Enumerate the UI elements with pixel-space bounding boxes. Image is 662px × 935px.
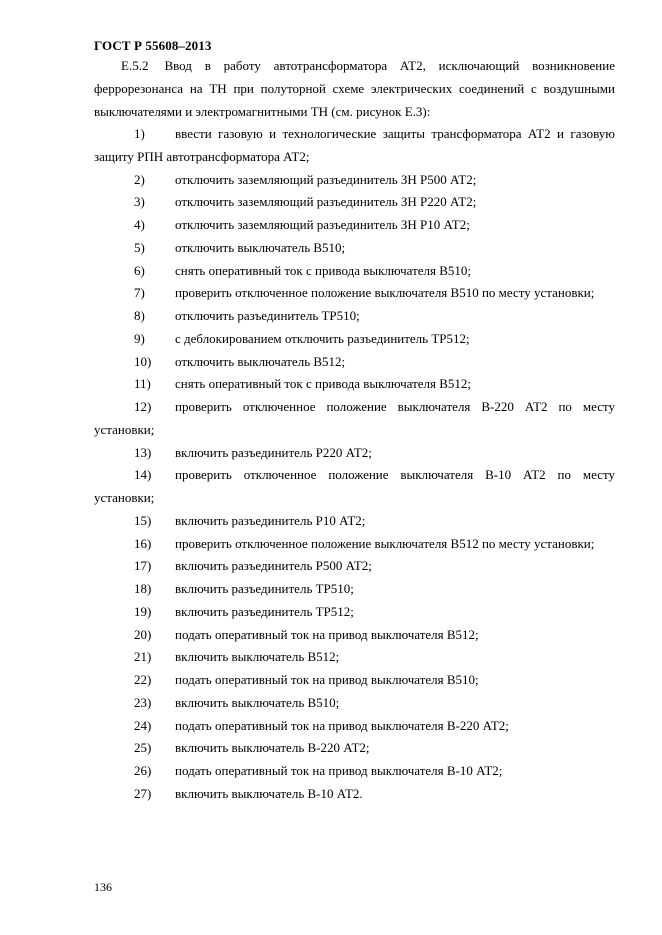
step-text: включить выключатель В-220 АТ2; bbox=[175, 740, 370, 756]
step-text: проверить отключенное положение выключателя В510 по месту установки; bbox=[175, 285, 595, 301]
procedure-step bbox=[94, 624, 615, 647]
step-number: 1) bbox=[134, 126, 145, 141]
step-number: 14) bbox=[134, 467, 152, 483]
step-text: включить разъединитель Р10 АТ2; bbox=[175, 512, 366, 528]
step-text: включить разъединитель Р500 АТ2; bbox=[175, 558, 372, 574]
step-number: 13) bbox=[134, 444, 152, 460]
step-number: 3) bbox=[134, 194, 145, 210]
step-text: проверить отключенное положение выключателя В512 по месту установки; bbox=[175, 535, 595, 551]
procedure-step bbox=[94, 555, 615, 578]
step-text: подать оперативный ток на привод выключателя В512; bbox=[175, 626, 479, 642]
step-text: снять оперативный ток с привода выключателя В510; bbox=[175, 262, 472, 278]
procedure-step bbox=[94, 214, 615, 237]
procedure-step bbox=[94, 464, 615, 510]
procedure-step bbox=[94, 692, 615, 715]
step-number: 24) bbox=[134, 717, 152, 733]
step-number: 18) bbox=[134, 581, 152, 596]
intro-text: Ввод в работу автотрансформатора АТ2, исключающий возникновение феррорезонанса на ТН при полуторной схеме электрических соединений с воздушными выключателями и электромагнитными ТН (см. рисунок Е.3): bbox=[94, 58, 615, 119]
procedure-step bbox=[94, 510, 615, 533]
step-text: отключить заземляющий разъединитель ЗН Р220 АТ2; bbox=[175, 194, 477, 210]
procedure-step bbox=[94, 282, 615, 305]
step-number: 5) bbox=[134, 239, 145, 255]
step-text: отключить заземляющий разъединитель ЗН Р500 АТ2; bbox=[175, 171, 477, 187]
step-number: 9) bbox=[134, 330, 145, 346]
procedure-step bbox=[94, 191, 615, 214]
step-number: 22) bbox=[134, 672, 152, 687]
procedure-step bbox=[94, 737, 615, 760]
step-text: подать оперативный ток на привод выключателя В510; bbox=[175, 672, 479, 687]
step-text: подать оперативный ток на привод выключателя В-10 АТ2; bbox=[175, 763, 503, 778]
step-number: 27) bbox=[134, 785, 152, 801]
step-text: включить выключатель В512; bbox=[175, 649, 340, 665]
step-number: 17) bbox=[134, 558, 152, 574]
procedure-step bbox=[94, 601, 615, 624]
step-text: снять оперативный ток с привода выключателя В512; bbox=[175, 376, 472, 392]
step-number: 26) bbox=[134, 763, 152, 778]
step-number: 4) bbox=[134, 217, 145, 232]
step-number: 23) bbox=[134, 694, 152, 710]
step-number: 12) bbox=[134, 399, 152, 414]
step-text: включить выключатель В-10 АТ2. bbox=[175, 785, 363, 801]
procedure-step bbox=[94, 373, 615, 396]
procedure-step bbox=[94, 328, 615, 351]
procedure-step bbox=[94, 646, 615, 669]
step-number: 19) bbox=[134, 603, 152, 619]
step-text: подать оперативный ток на привод выключателя В-220 АТ2; bbox=[175, 717, 509, 733]
procedure-step bbox=[94, 533, 615, 556]
page-number: 136 bbox=[94, 880, 112, 894]
step-text: отключить разъединитель ТР510; bbox=[175, 308, 360, 323]
procedure-step bbox=[94, 237, 615, 260]
step-number: 16) bbox=[134, 535, 152, 551]
procedure-step bbox=[94, 351, 615, 374]
procedure-step bbox=[94, 169, 615, 192]
step-number: 15) bbox=[134, 512, 152, 528]
procedure-step bbox=[94, 760, 615, 783]
section-number: Е.5.2 bbox=[121, 58, 149, 73]
procedure-step bbox=[94, 305, 615, 328]
step-text: с деблокированием отключить разъединитель ТР512; bbox=[175, 330, 470, 346]
document-header: ГОСТ Р 55608–2013 bbox=[94, 38, 212, 53]
step-number: 7) bbox=[134, 285, 145, 301]
procedure-step bbox=[94, 260, 615, 283]
step-number: 11) bbox=[134, 376, 151, 392]
procedure-step bbox=[94, 442, 615, 465]
step-text: проверить отключенное положение выключателя В-10 АТ2 по месту установки; bbox=[94, 467, 615, 505]
intro-paragraph bbox=[94, 55, 615, 123]
step-number: 20) bbox=[134, 626, 152, 642]
procedure-step bbox=[94, 123, 615, 169]
step-number: 8) bbox=[134, 308, 145, 323]
step-text: включить разъединитель ТР510; bbox=[175, 581, 354, 596]
step-text: отключить выключатель В510; bbox=[175, 239, 346, 255]
step-number: 2) bbox=[134, 171, 145, 187]
procedure-steps-list bbox=[94, 123, 615, 806]
procedure-step bbox=[94, 578, 615, 601]
step-number: 21) bbox=[134, 649, 152, 665]
procedure-step bbox=[94, 715, 615, 738]
step-text: проверить отключенное положение выключателя В-220 АТ2 по месту установки; bbox=[94, 399, 615, 437]
procedure-step bbox=[94, 669, 615, 692]
step-number: 6) bbox=[134, 262, 145, 278]
step-text: ввести газовую и технологические защиты трансформатора АТ2 и газовую защиту РПН автотрансформатора АТ2; bbox=[94, 126, 615, 164]
step-text: отключить заземляющий разъединитель ЗН Р10 АТ2; bbox=[175, 217, 470, 232]
procedure-step bbox=[94, 783, 615, 806]
step-text: отключить выключатель В512; bbox=[175, 353, 346, 369]
step-number: 25) bbox=[134, 740, 152, 756]
step-number: 10) bbox=[134, 353, 152, 369]
step-text: включить выключатель В510; bbox=[175, 694, 340, 710]
step-text: включить разъединитель ТР512; bbox=[175, 603, 354, 619]
procedure-step bbox=[94, 396, 615, 442]
step-text: включить разъединитель Р220 АТ2; bbox=[175, 444, 372, 460]
